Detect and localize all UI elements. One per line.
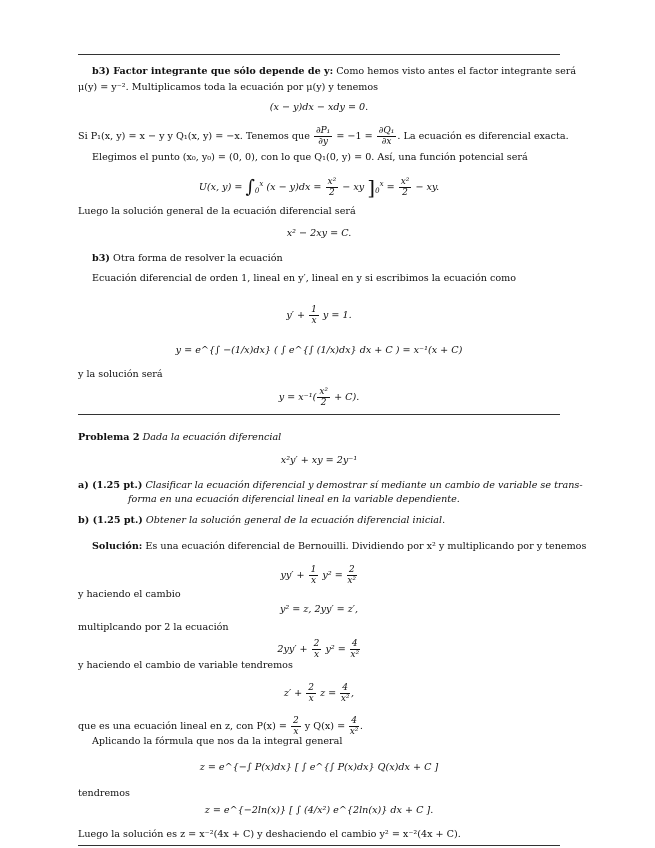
eq-y-sol-b: + C). xyxy=(334,392,360,403)
bottom-rule xyxy=(78,845,560,846)
eq-U-int: (x − y)dx = xyxy=(266,182,322,193)
frac-4-num-2: 4 xyxy=(342,683,349,693)
b3a-paragraph xyxy=(92,66,577,78)
problem-2-heading xyxy=(78,432,560,444)
dQ1: ∂Q₁ xyxy=(378,126,395,136)
frac-2-den-2: 2 xyxy=(402,188,408,198)
part-b-label: b) (1.25 pt.) xyxy=(78,515,143,526)
si-text-a: Si P₁(x, y) = x − y y Q₁(x, y) = −x. Tenemos que xyxy=(78,131,310,142)
b3a-text1: Como hemos visto antes el factor integrante será xyxy=(336,66,577,77)
frac-x2-den-4: x² xyxy=(349,727,359,737)
frac-1-num-2: 1 xyxy=(310,565,317,575)
eq-lin-a: y′ + xyxy=(286,310,306,321)
equation-U: U(x, $y) = \int_0^x$ (x − y)dx = $\frac{\text{x²}}{2}$ − xy ]$_0^x$ = $\frac{\text{x²}}{2}$ − xy. xyxy=(198,175,440,200)
b3b-title: b3) xyxy=(92,253,110,264)
y-solution-text: y la solución será xyxy=(78,369,163,380)
frac-2-num-2: 2 xyxy=(313,639,320,649)
frac-1-num: 1 xyxy=(311,305,317,315)
eq-U-right: − xy. xyxy=(415,182,440,193)
eq-y-sol-a: y = x⁻¹( xyxy=(278,392,317,403)
equation-1: (x − y)dx − xdy = 0. xyxy=(269,102,369,113)
eq-lin-b: y = 1. xyxy=(322,310,352,321)
eq-equals: = xyxy=(386,182,395,193)
equation-y-formula: y = e^{∫ −(1/x)dx} ( ∫ e^{∫ (1/x)dx} dx + C ) = x⁻¹(x + C) xyxy=(175,345,463,356)
aplicando-text: Aplicando la fórmula que nos da la integral general xyxy=(92,736,343,747)
eq-mid: = −1 = xyxy=(336,131,373,142)
b3a-title: b3) Factor integrante que sólo depende de y: xyxy=(92,66,334,77)
b3b-text: Otra forma de resolver la ecuación xyxy=(113,253,283,264)
part-b-text: Obtener la solución general de la ecuación diferencial inicial. xyxy=(145,515,446,526)
equation-general: z = e^{−∫ P(x)dx} [ ∫ e^{∫ P(x)dx} Q(x)dx + C ] xyxy=(199,762,439,773)
eq-z-b: z = xyxy=(320,688,337,699)
frac-x-den: x xyxy=(311,316,317,326)
eq-mult-a: 2yy′ + xyxy=(277,644,308,655)
solution-paragraph xyxy=(92,541,587,553)
dx: ∂x xyxy=(381,137,392,147)
final-text: Luego la solución es z = x⁻²(4x + C) y deshaciendo el cambio y² = x⁻²(4x + C). xyxy=(78,829,461,840)
frac-2-num-3: 2 xyxy=(308,683,315,693)
solution-label: Solución: xyxy=(92,541,143,552)
equation-mult xyxy=(78,639,560,660)
multiplicando-text: multiplcando por 2 la ecuación xyxy=(78,622,229,633)
equation-linear xyxy=(78,305,560,326)
part-a-text2: forma en una ecuación diferencial lineal en la variable dependiente. xyxy=(128,494,460,505)
frac-x2-num-3: x² xyxy=(319,387,328,397)
frac-x2-den: x² xyxy=(347,576,357,586)
equation-y-solution xyxy=(78,387,560,408)
dP1: ∂P₁ xyxy=(315,126,331,136)
frac-x-den-3: x xyxy=(313,650,320,660)
part-b xyxy=(78,515,560,527)
eq-mult-b: y² = xyxy=(325,644,346,655)
eval-bracket: ] xyxy=(367,175,376,200)
haciendo2-text: y haciendo el cambio de variable tendremos xyxy=(78,660,293,671)
eq-bern-a: yy′ + xyxy=(280,570,305,581)
si-text-b: . La ecuación es diferencial exacta. xyxy=(397,131,569,142)
problem-2-text: Dada la ecuación diferencial xyxy=(142,432,282,443)
equation-cambio: y² = z, 2yy′ = z′, xyxy=(279,604,359,615)
equation-z: z′ + $\frac{2}{x}$ z = $\frac{4}{\text{x²}}$ , xyxy=(283,683,355,704)
frac-x-den-2: x xyxy=(310,576,317,586)
equation-bernoulli xyxy=(78,565,560,586)
elegimos-text: Elegimos el punto (x₀, y₀) = (0, 0), con lo que Q₁(0, y) = 0. Así, una función potencial será xyxy=(92,152,528,163)
part-a-label: a) (1.25 pt.) xyxy=(78,480,143,491)
equation-sol1: x² − 2xy = C. xyxy=(286,228,352,239)
frac-2-den-3: 2 xyxy=(320,398,327,408)
lineal-text: que es una ecuación lineal en z, con P(x) = $\frac{2}{x}$ y Q(x) = $\frac{4}{\text{x²}}$ . xyxy=(78,716,363,737)
frac-x2-den-2: x² xyxy=(350,650,360,660)
eq-U-mid: − xy xyxy=(342,182,365,193)
part-a-text1: Clasificar la ecuación diferencial y demostrar sí mediante un cambio de variable se trans- xyxy=(145,480,583,491)
eq-U-left: U(x, y) = xyxy=(198,182,243,193)
lineal-b: y Q(x) = xyxy=(304,721,346,732)
dy: ∂y xyxy=(318,137,328,147)
equation-tendremos: z = e^{−2ln(x)} [ ∫ (4/x²) e^{2ln(x)} dx + C ]. xyxy=(204,805,434,816)
luego-text: Luego la solución general de la ecuación diferencial será xyxy=(78,206,356,217)
integral-sign: ∫ xyxy=(245,176,255,198)
frac-x2-num: x² xyxy=(327,177,337,187)
solution-text: Es una ecuación diferencial de Bernouilli. Dividiendo por x² y multiplicando por y tenemos xyxy=(145,541,587,552)
frac-4-num-3: 4 xyxy=(351,716,357,726)
top-rule xyxy=(78,54,560,55)
part-a xyxy=(78,480,583,492)
exact-condition xyxy=(78,126,569,147)
tendremos-text: tendremos xyxy=(78,788,130,799)
frac-2-den: 2 xyxy=(329,188,335,198)
frac-2-num-4: 2 xyxy=(293,716,299,726)
frac-2-num: 2 xyxy=(348,565,355,575)
frac-x-den-4: x xyxy=(308,694,314,704)
lineal-a: que es una ecuación lineal en z, con P(x) = xyxy=(78,721,287,732)
frac-x2-den-3: x² xyxy=(340,694,350,704)
eq-z-a: z′ + xyxy=(283,688,303,699)
frac-4-num: 4 xyxy=(351,639,358,649)
b3b-heading xyxy=(92,253,560,265)
mid-rule xyxy=(78,414,560,415)
frac-x2-num-2: x² xyxy=(400,177,410,187)
eq-bern-b: y² = xyxy=(322,570,343,581)
problem-2-label: Problema 2 xyxy=(78,432,140,443)
document-page xyxy=(78,0,587,848)
b3b-description: Ecuación diferencial de orden 1, lineal en y′, lineal en y si escribimos la ecuación como xyxy=(92,273,516,284)
b3a-text2: μ(y) = y⁻². Multiplicamos toda la ecuación por μ(y) y tenemos xyxy=(78,82,379,93)
frac-x-den-5: x xyxy=(293,727,299,737)
equation-problem-2: x²y′ + xy = 2y⁻¹ xyxy=(280,455,358,466)
haciendo-text: y haciendo el cambio xyxy=(78,589,181,600)
